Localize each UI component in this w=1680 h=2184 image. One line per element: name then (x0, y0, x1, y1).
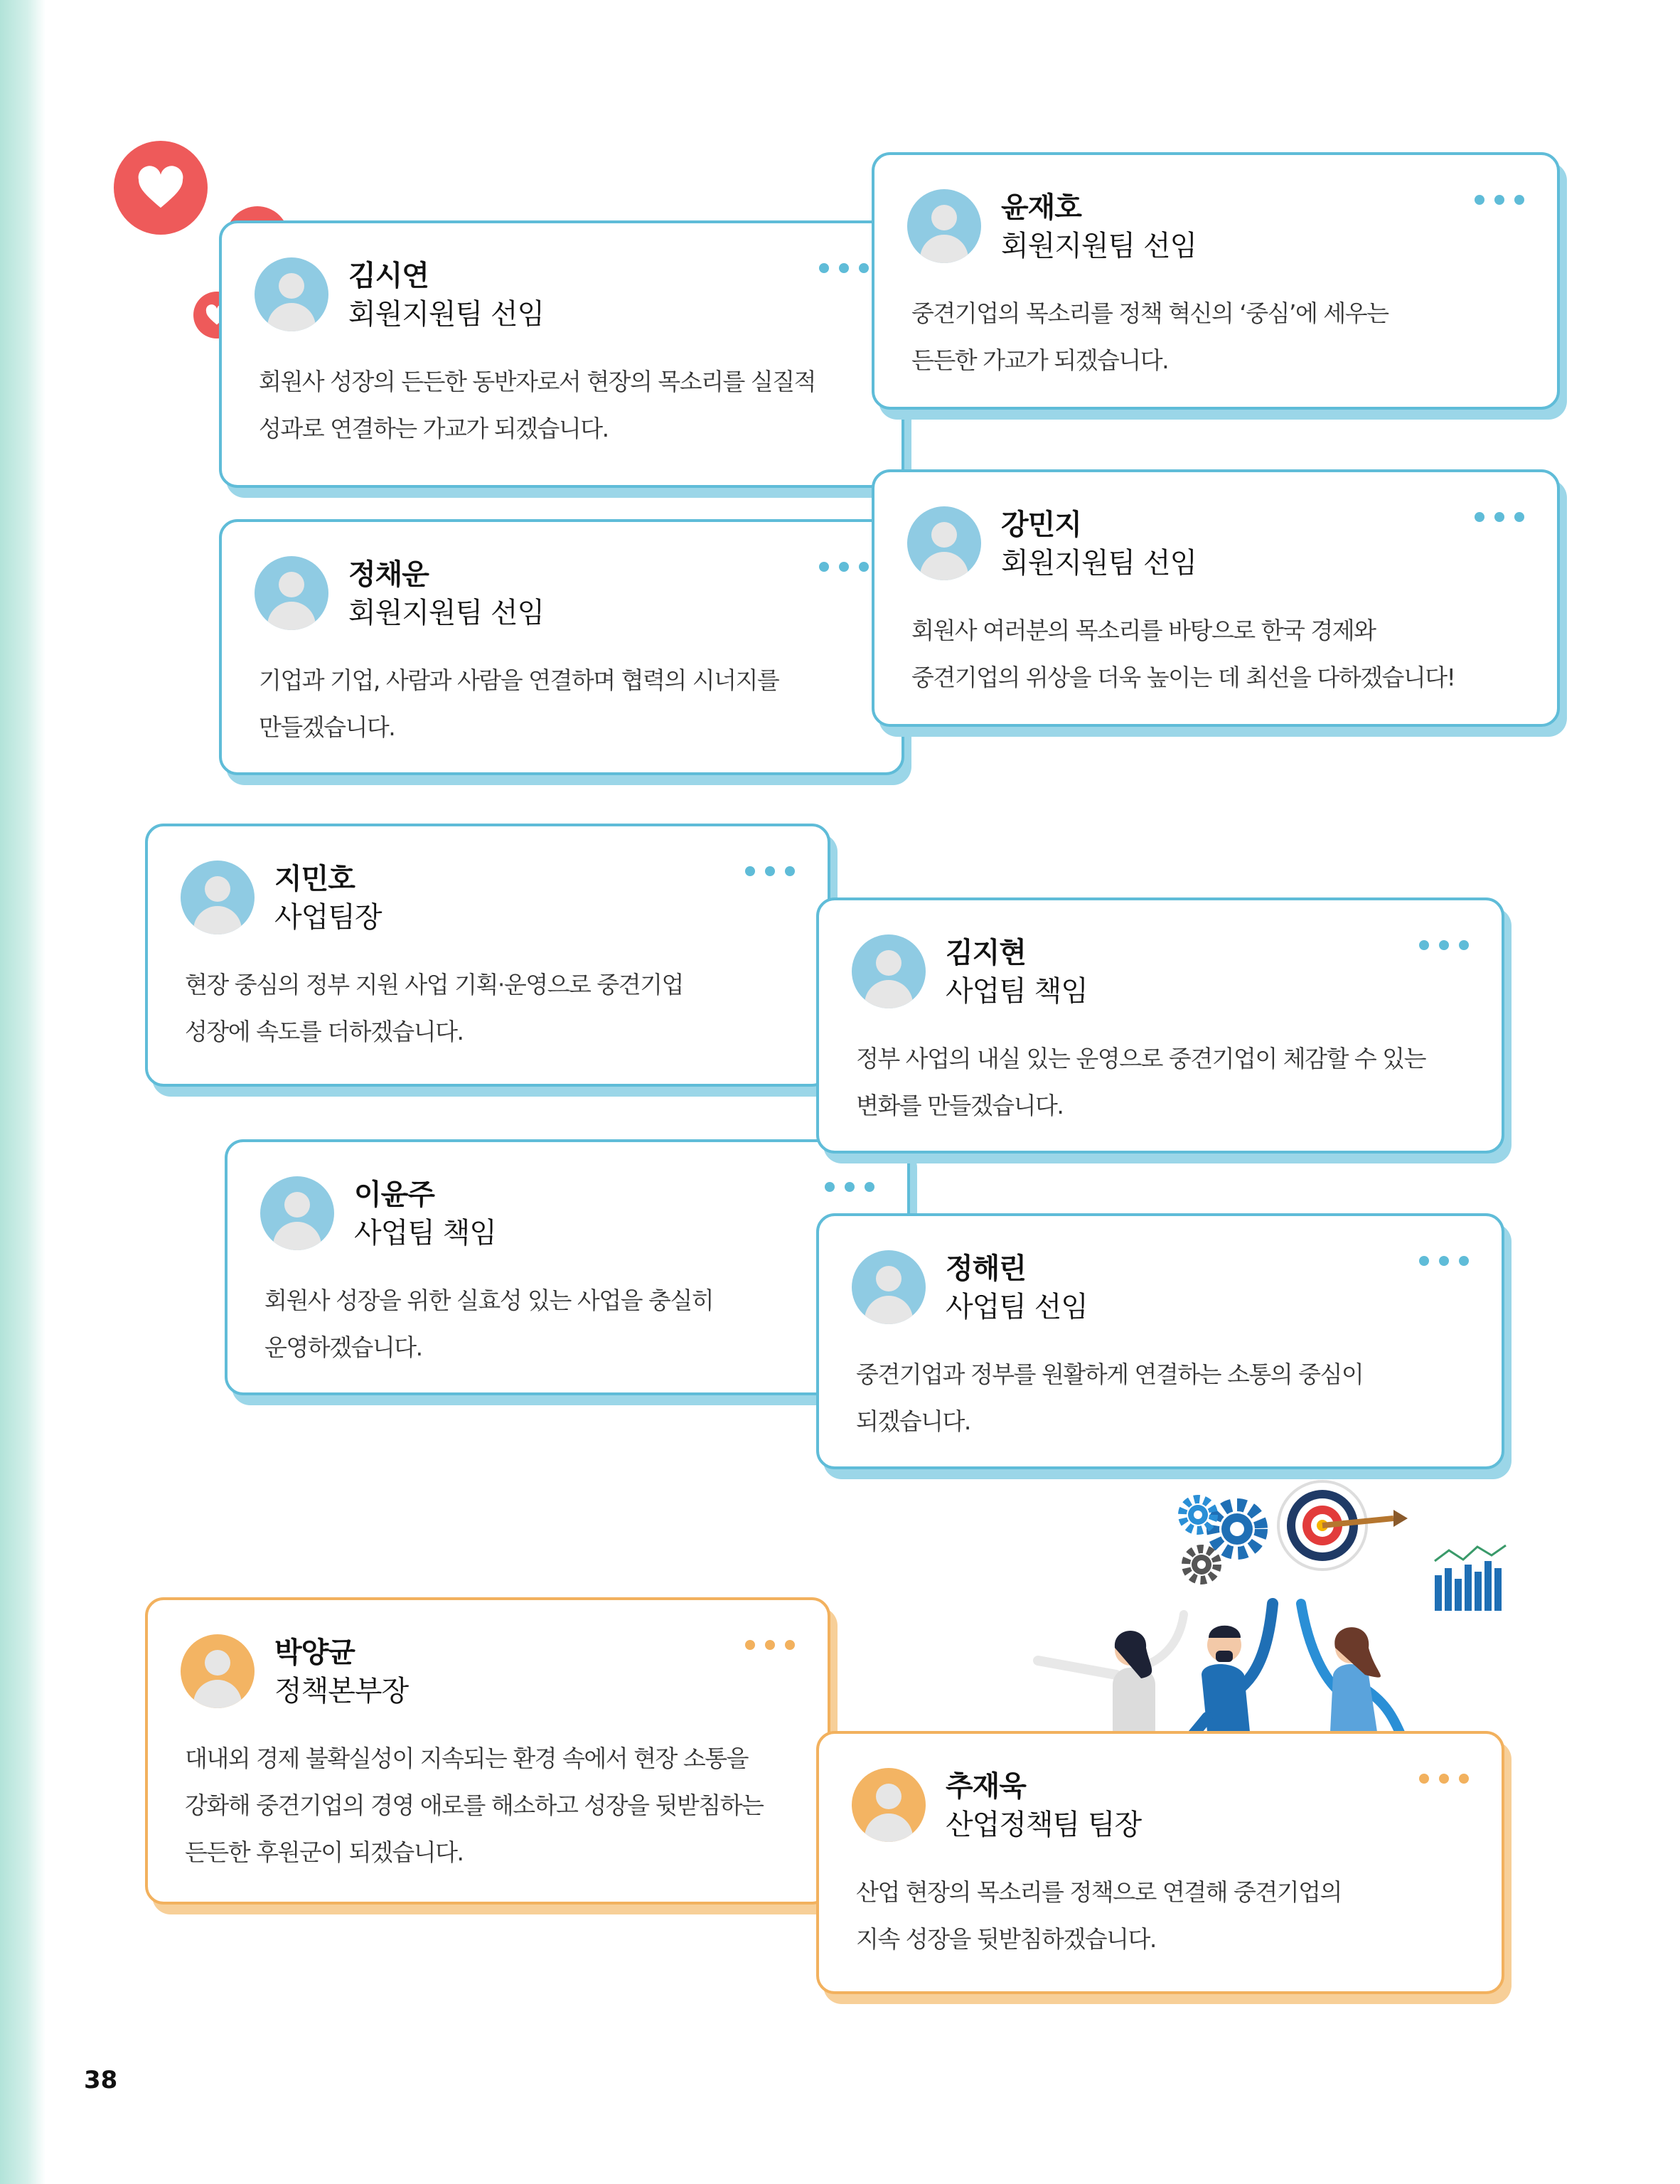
card-message: 기업과 기업, 사람과 사람을 연결하며 협력의 시너지를 만들겠습니다. (259, 666, 779, 741)
more-dots-icon[interactable] (819, 562, 869, 572)
message-card-yoon-jaeho (872, 152, 1560, 410)
card-role: 회원지원팀 선임 (348, 298, 545, 331)
more-dots-icon[interactable] (1475, 195, 1524, 205)
avatar-icon (852, 1250, 926, 1324)
card-role: 회원지원팀 선임 (1001, 547, 1197, 580)
card-name: 정해린 (946, 1252, 1026, 1285)
card-name: 김시연 (348, 260, 429, 292)
card-name: 지민호 (274, 863, 355, 895)
message-card-kim-siyeon (219, 220, 904, 488)
card-name: 정채운 (348, 558, 429, 591)
more-dots-icon[interactable] (1419, 1256, 1469, 1266)
gear-icon (1213, 1505, 1261, 1553)
more-dots-icon[interactable] (825, 1182, 874, 1192)
more-dots-icon[interactable] (745, 1640, 795, 1650)
side-decoration-strip (0, 0, 46, 2184)
card-message: 회원사 성장의 든든한 동반자로서 현장의 목소리를 실질적 성과로 연결하는 가교가 되겠습니다. (259, 368, 816, 442)
gear-icon (1182, 1499, 1214, 1530)
avatar-icon (852, 934, 926, 1008)
message-card-kang-minji (872, 469, 1560, 727)
card-role: 사업팀 선임 (946, 1291, 1088, 1323)
more-dots-icon[interactable] (1419, 1774, 1469, 1784)
gear-icon (1186, 1549, 1217, 1580)
card-name: 추재욱 (946, 1770, 1026, 1803)
message-card-ji-minho (145, 824, 830, 1087)
avatar-icon (907, 189, 981, 263)
card-name: 이윤주 (354, 1178, 434, 1211)
message-card-park-yanggyun (145, 1597, 830, 1905)
message-card-choo-jaewook (816, 1731, 1504, 1994)
card-role: 회원지원팀 선임 (1001, 230, 1197, 262)
card-message: 중견기업과 정부를 원활하게 연결하는 소통의 중심이 되겠습니다. (856, 1360, 1364, 1435)
card-role: 사업팀장 (274, 901, 382, 934)
card-name: 김지현 (946, 937, 1026, 969)
card-message: 회원사 여러분의 목소리를 바탕으로 한국 경제와 중견기업의 위상을 더욱 높이는 데 최선을 다하겠습니다! (911, 617, 1455, 691)
page-number: 38 (84, 2066, 118, 2094)
more-dots-icon[interactable] (819, 263, 869, 273)
person-figure-center (1184, 1604, 1273, 1746)
person-figure-right (1301, 1604, 1404, 1746)
card-role: 정책본부장 (274, 1675, 409, 1708)
teamwork-goal-illustration (1024, 1461, 1521, 1746)
card-message: 정부 사업의 내실 있는 운영으로 중견기업이 체감할 수 있는 변화를 만들겠습니다. (856, 1045, 1425, 1119)
card-message: 산업 현장의 목소리를 정책으로 연결해 중견기업의 지속 성장을 뒷받침하겠습니다. (856, 1878, 1342, 1953)
avatar-icon (255, 257, 328, 331)
more-dots-icon[interactable] (1475, 512, 1524, 522)
target-icon (1278, 1481, 1408, 1570)
message-card-jung-haerin (816, 1213, 1504, 1469)
card-name: 강민지 (1001, 508, 1081, 541)
card-role: 사업팀 책임 (354, 1217, 496, 1250)
heart-bubble-large (114, 141, 208, 235)
more-dots-icon[interactable] (1419, 940, 1469, 950)
avatar-icon (181, 1634, 255, 1708)
avatar-icon (255, 556, 328, 630)
bar-chart-icon (1435, 1545, 1506, 1611)
avatar-icon (181, 861, 255, 934)
message-card-lee-yunju (225, 1139, 910, 1395)
card-message: 현장 중심의 정부 지원 사업 기획·운영으로 중견기업 성장에 속도를 더하겠습니다. (185, 971, 683, 1045)
message-card-jung-chaewoon (219, 519, 904, 775)
card-name: 박양균 (274, 1636, 355, 1669)
more-dots-icon[interactable] (745, 866, 795, 876)
heart-icon (136, 166, 186, 210)
card-role: 사업팀 책임 (946, 975, 1088, 1008)
person-figure-left (1038, 1614, 1184, 1746)
card-name: 윤재호 (1001, 191, 1081, 224)
avatar-icon (852, 1768, 926, 1842)
card-message: 중견기업의 목소리를 정책 혁신의 ‘중심’에 세우는 든든한 가교가 되겠습니다. (911, 299, 1389, 374)
card-message: 회원사 성장을 위한 실효성 있는 사업을 충실히 운영하겠습니다. (264, 1287, 714, 1361)
message-card-kim-jihyun (816, 897, 1504, 1154)
card-role: 회원지원팀 선임 (348, 597, 545, 629)
avatar-icon (907, 506, 981, 580)
avatar-icon (260, 1176, 334, 1250)
card-role: 산업정책팀 팀장 (946, 1809, 1142, 1841)
card-message: 대내외 경제 불확실성이 지속되는 환경 속에서 현장 소통을 강화해 중견기업의 경영 애로를 해소하고 성장을 뒷받침하는 든든한 후원군이 되겠습니다. (185, 1744, 764, 1866)
